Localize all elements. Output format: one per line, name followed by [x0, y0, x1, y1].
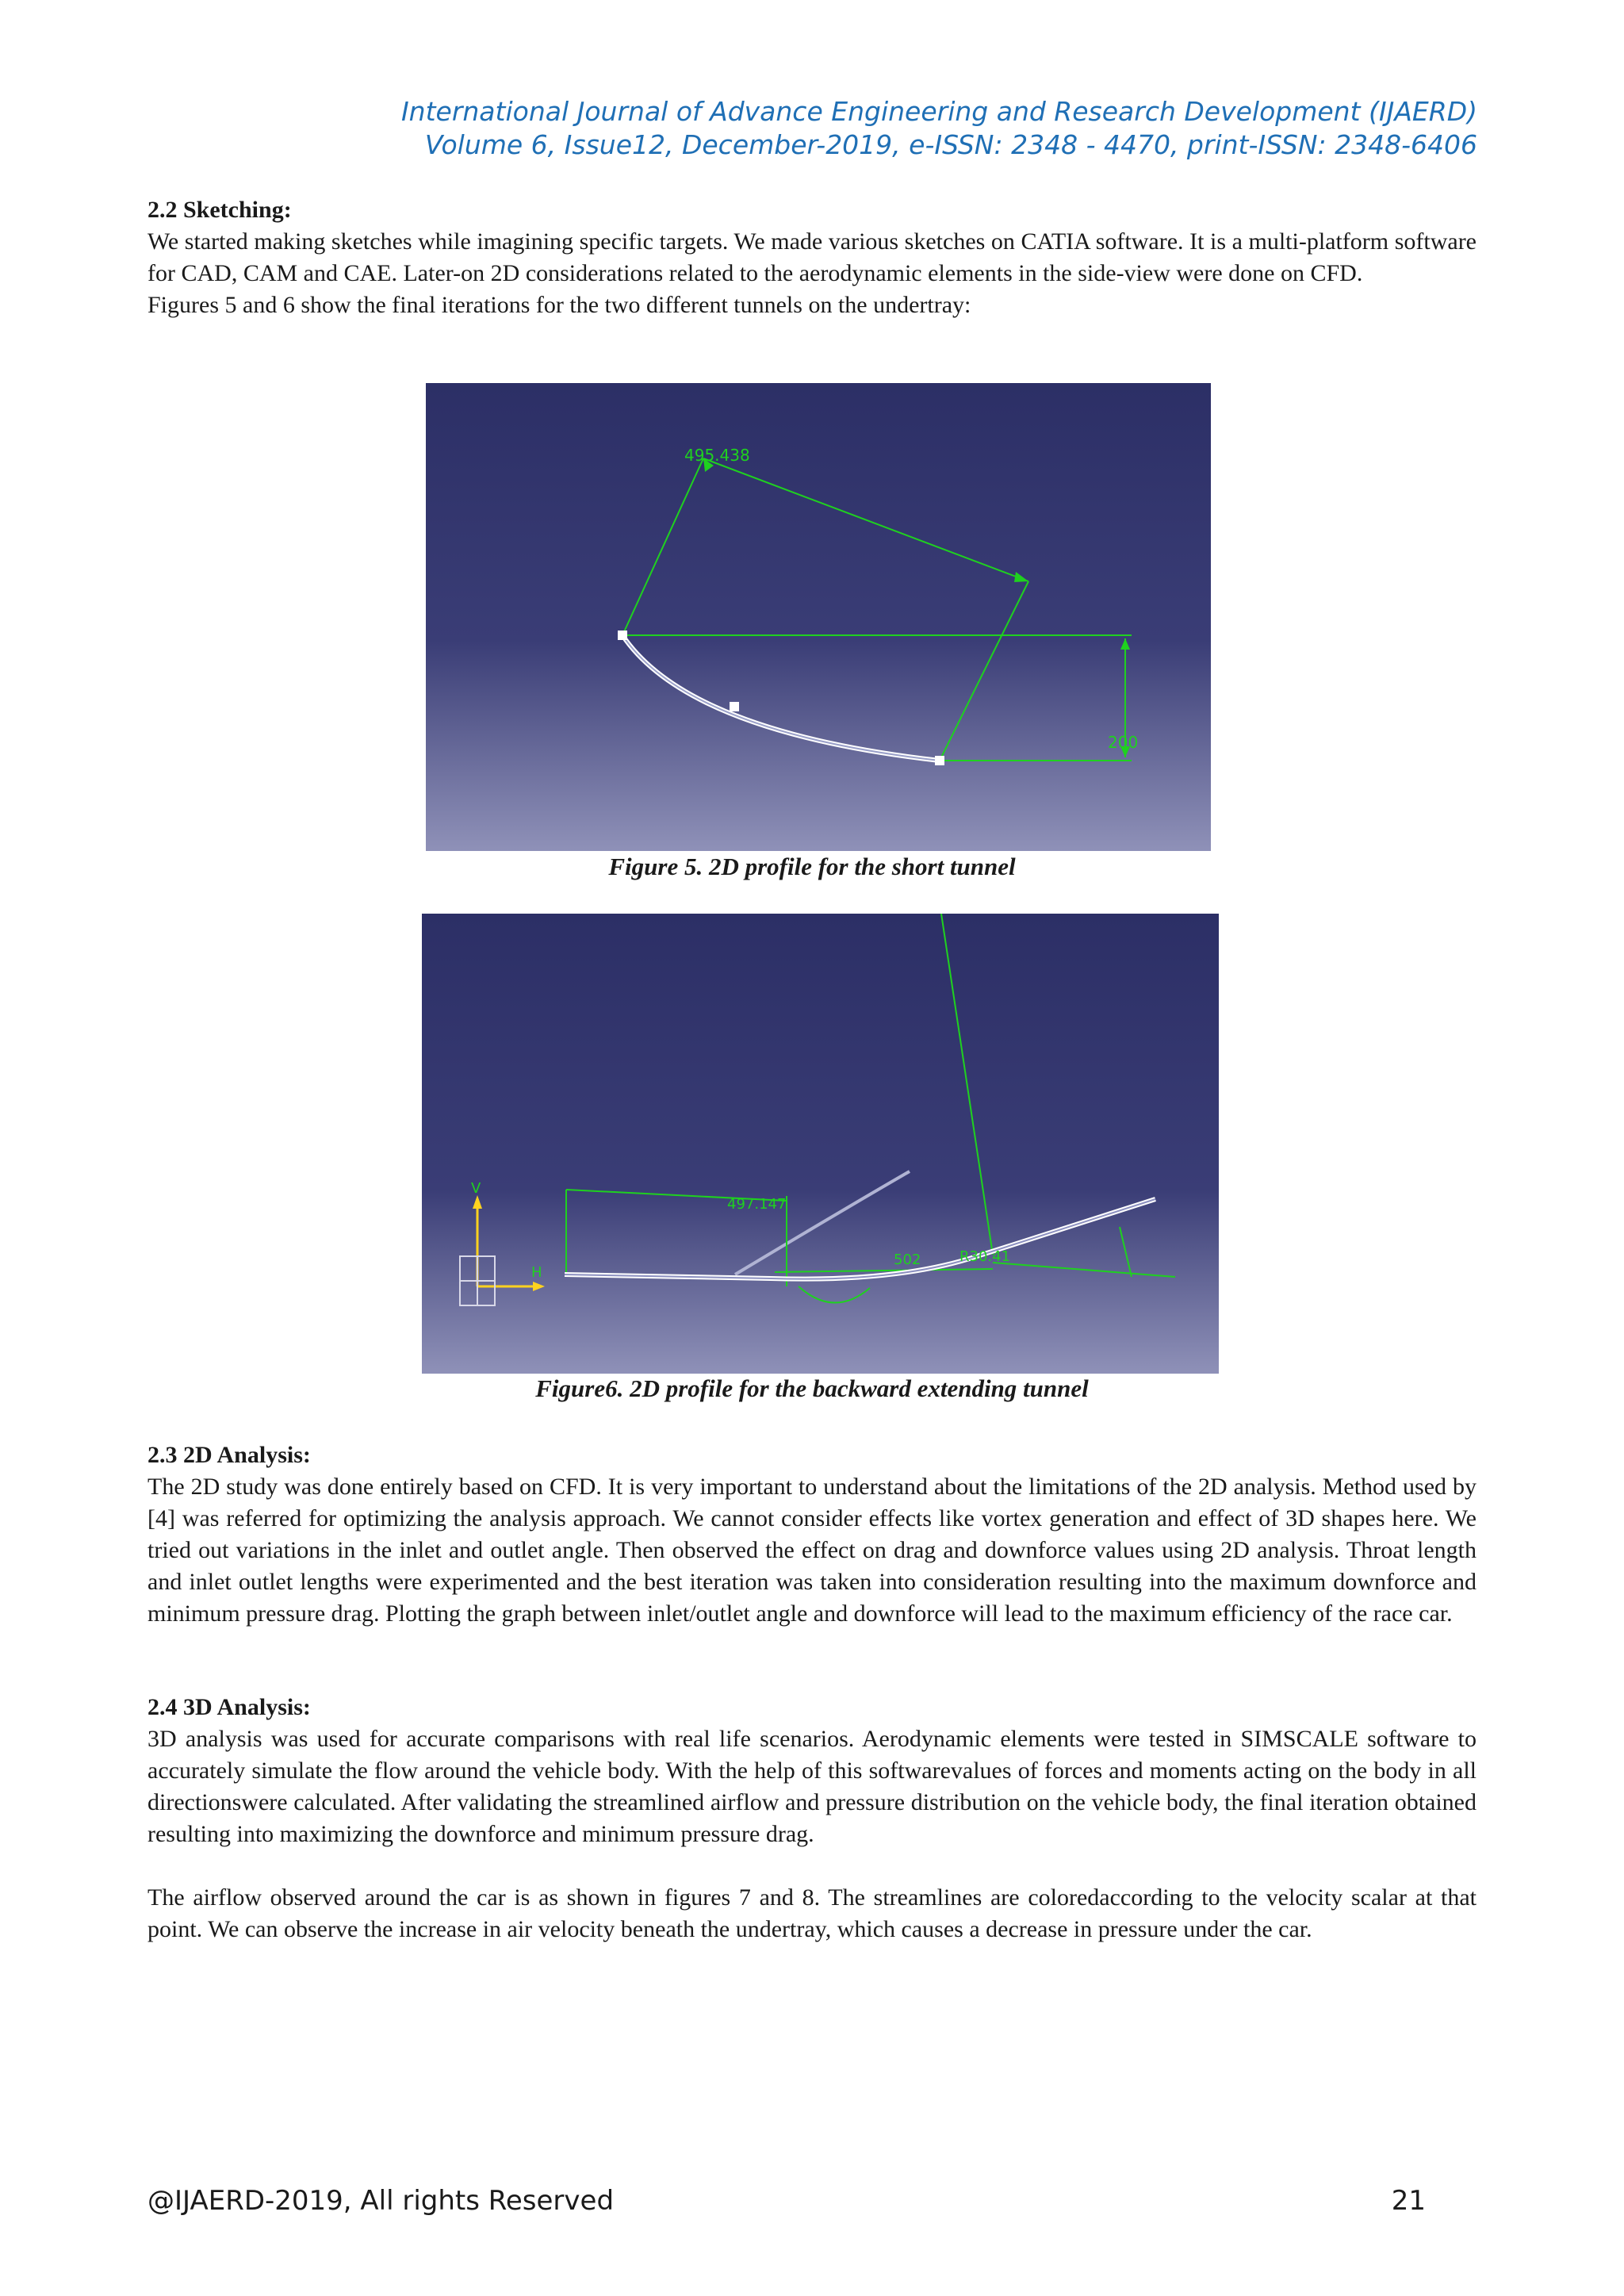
figure-6-caption: Figure6. 2D profile for the backward extending tunnel: [535, 1374, 1089, 1402]
dimension-label: 497.147: [727, 1196, 787, 1213]
journal-title: International Journal of Advance Engineering and Research Development (IJAERD): [400, 96, 1477, 127]
section-sketching: [147, 194, 1477, 321]
page-number: 21: [1391, 2185, 1426, 2217]
journal-header: [129, 95, 1477, 162]
section-3d-analysis: [147, 1692, 1477, 1945]
figure-5-image: [426, 383, 1211, 855]
dimension-label: 502: [894, 1251, 921, 1268]
section-heading: 2.2 Sketching:: [147, 197, 292, 223]
dimension-label: 200: [1108, 733, 1139, 752]
axis-label: H: [531, 1264, 542, 1281]
figure-6-image: [422, 914, 1219, 1378]
figure-5-caption: Figure 5. 2D profile for the short tunnel: [608, 853, 1016, 880]
dimension-label: 495.438: [684, 446, 750, 465]
axis-label: V: [471, 1180, 481, 1197]
sketch-point: [935, 756, 944, 765]
sketch-point: [730, 702, 739, 711]
section-2d-analysis: [147, 1439, 1477, 1630]
paragraph: We started making sketches while imagining specific targets. We made various sketches on CATIA software. It is a multi-platform software for CAD, CAM and CAE. Later-on 2D considerations related to the aerodynamic elements in the side-view were done on CFD.: [147, 228, 1477, 286]
paragraph: The 2D study was done entirely based on CFD. It is very important to understand about the limitations of the 2D analysis. Method used by [4] was referred for optimizing the analysis approach. We cannot consider effects like vortex generation and effect of 3D shapes here. We tried out variations in the inlet and outlet angle. Then observed the effect on drag and downforce values using 2D analysis. Throat length and inlet outlet lengths were experimented and the best iteration was taken into consideration resulting into the maximum downforce and minimum pressure drag. Plotting the graph between inlet/outlet angle and downforce will lead to the maximum efficiency of the race car.: [147, 1474, 1477, 1627]
section-heading: 2.4 3D Analysis:: [147, 1694, 311, 1720]
dimension-label: R30.41: [959, 1248, 1011, 1265]
copyright-text: @IJAERD-2019, All rights Reserved: [147, 2185, 615, 2217]
section-heading: 2.3 2D Analysis:: [147, 1442, 311, 1468]
paragraph: Figures 5 and 6 show the final iterations for the two different tunnels on the undertray:: [147, 292, 971, 318]
journal-volume-info: Volume 6, Issue12, December-2019, e-ISSN: 2348 - 4470, print-ISSN: 2348-6406: [424, 129, 1477, 160]
page-footer: [147, 2185, 1426, 2217]
paragraph: 3D analysis was used for accurate comparisons with real life scenarios. Aerodynamic elements were tested in SIMSCALE software to accurately simulate the flow around the vehicle body. With the help of this softwarevalues of forces and moments acting on the body in all directionswere calculated. After validating the streamlined airflow and pressure distribution on the vehicle body, the final iteration obtained resulting into maximizing the downforce and minimum pressure drag.: [147, 1726, 1477, 1847]
paragraph: The airflow observed around the car is as shown in figures 7 and 8. The streamlines are coloredaccording to the velocity scalar at that point. We can observe the increase in air velocity beneath the undertray, which causes a decrease in pressure under the car.: [147, 1884, 1477, 1942]
sketch-point: [618, 631, 627, 640]
